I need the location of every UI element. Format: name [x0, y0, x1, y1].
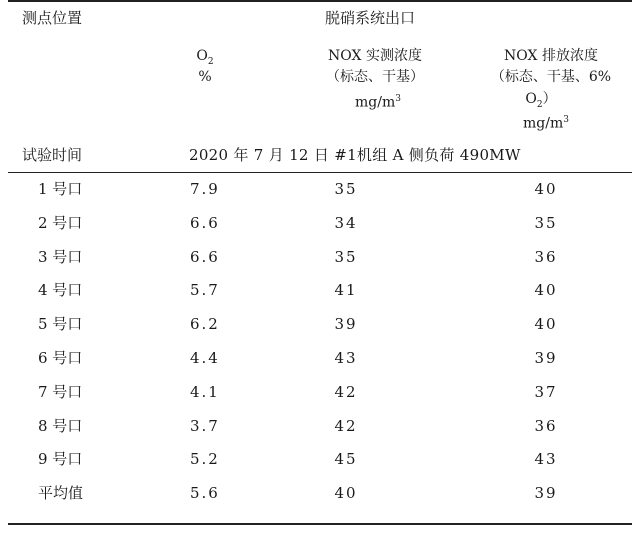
actual-nox-header-line1: NOX 实测浓度	[328, 48, 422, 64]
actual-nox-value: 41	[334, 281, 358, 299]
o2-value: 3.7	[190, 417, 220, 435]
actual-nox-value: 34	[334, 214, 358, 232]
actual-nox-unit-sup: 3	[395, 94, 401, 104]
table-bottom-rule	[8, 523, 632, 525]
actual-nox-value: 45	[334, 450, 358, 468]
emission-nox-value: 39	[534, 349, 558, 367]
emission-nox-value: 43	[534, 450, 558, 468]
o2-value: 6.6	[190, 214, 220, 232]
actual-nox-value: 35	[334, 248, 358, 266]
emission-nox-value: 36	[534, 417, 558, 435]
actual-nox-header-line2: （标态、干基）	[326, 69, 424, 85]
row-label: 3 号口	[38, 248, 83, 266]
actual-nox-unit-main: mg/m	[355, 94, 396, 111]
row-label: 4 号口	[38, 281, 83, 299]
emission-close-paren: ）	[542, 91, 557, 107]
test-time-label: 试验时间	[22, 146, 83, 164]
row-label: 9 号口	[38, 450, 83, 468]
emission-nox-header-line1: NOX 排放浓度	[504, 48, 598, 64]
test-time-value: 2020 年 7 月 12 日 #1机组 A 侧负荷 490MW	[189, 146, 521, 164]
row-label: 1 号口	[38, 180, 83, 198]
row-label: 6 号口	[38, 349, 83, 367]
o2-value: 5.6	[190, 484, 220, 502]
actual-nox-value: 42	[334, 383, 358, 401]
actual-nox-value: 40	[334, 484, 358, 502]
actual-nox-value: 42	[334, 417, 358, 435]
o2-value: 5.2	[190, 450, 220, 468]
actual-nox-value: 39	[334, 315, 358, 333]
row-label: 7 号口	[38, 383, 83, 401]
actual-nox-value: 35	[334, 180, 358, 198]
emission-nox-value: 40	[534, 180, 558, 198]
o2-subscript: 2	[207, 56, 214, 67]
location-header: 测点位置	[22, 9, 83, 27]
emission-o2-symbol: O	[525, 91, 537, 107]
o2-unit: %	[198, 69, 212, 85]
row-label: 平均值	[38, 484, 84, 502]
emission-nox-unit-main: mg/m	[523, 115, 564, 132]
o2-value: 6.2	[190, 315, 220, 333]
emission-o2-subscript: 2	[536, 99, 543, 110]
emission-nox-value: 39	[534, 484, 558, 502]
o2-value: 4.4	[190, 349, 220, 367]
o2-value: 7.9	[190, 180, 220, 198]
emission-nox-unit-sup: 3	[563, 115, 569, 125]
emission-nox-value: 40	[534, 281, 558, 299]
emission-nox-value: 36	[534, 248, 558, 266]
o2-value: 6.6	[190, 248, 220, 266]
emission-nox-value: 37	[534, 383, 558, 401]
header-body-rule	[8, 172, 632, 173]
emission-nox-value: 40	[534, 315, 558, 333]
emission-nox-value: 35	[534, 214, 558, 232]
actual-nox-value: 43	[334, 349, 358, 367]
table-top-rule	[8, 0, 632, 2]
actual-nox-unit	[355, 90, 401, 112]
row-label: 8 号口	[38, 417, 83, 435]
o2-value: 5.7	[190, 281, 220, 299]
row-label: 2 号口	[38, 214, 83, 232]
o2-symbol: O	[196, 48, 208, 64]
row-label: 5 号口	[38, 315, 83, 333]
emission-nox-unit	[523, 111, 569, 133]
emission-nox-header-line2: （标态、干基、6%	[490, 69, 612, 85]
group-header: 脱硝系统出口	[324, 9, 416, 27]
o2-value: 4.1	[190, 383, 220, 401]
